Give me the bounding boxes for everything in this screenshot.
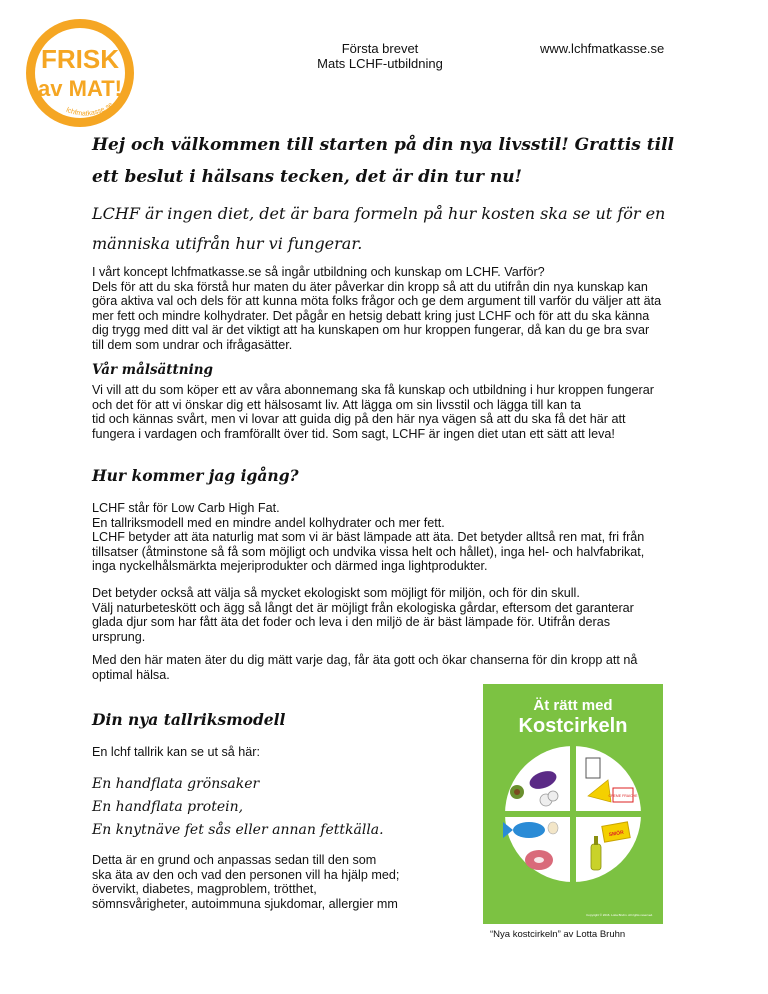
svg-text:SMÖR: SMÖR <box>608 829 625 839</box>
brand-logo <box>20 16 140 136</box>
egg-icon <box>548 822 558 834</box>
svg-text:FRISK: FRISK <box>41 44 119 74</box>
plate-list <box>92 773 384 842</box>
doc-header <box>250 41 510 71</box>
glass-icon <box>586 758 600 778</box>
plate-item-vegetables: En handflata grönsaker <box>92 776 260 792</box>
doc-title: Första brevet <box>341 41 419 56</box>
fish-icon <box>513 822 545 838</box>
plate-item-fat: En knytnäve fet sås eller annan fettkälla. <box>92 822 384 838</box>
plate-intro: En lchf tallrik kan se ut så här: <box>92 745 260 759</box>
svg-text:lchfmatkasse.se: lchfmatkasse.se <box>64 101 115 118</box>
start-block-3: Med den här maten äter du dig mätt varje dag, får äta gott och ökar chanserna för din kropp att nå optimal hälsa. <box>92 653 638 682</box>
oil-bottle-icon <box>591 844 601 870</box>
poster-title-2: Kostcirkeln <box>518 715 628 737</box>
intro-paragraph: I vårt koncept lchfmatkasse.se så ingår utbildning och kunskap om LCHF. Varför? Dels för att du ska förstå hur maten du äter påverkar din kropp så att du utifrån din nya kunskap kan göra aktiva val och dels för att kunna möta folks frågor och ge dem argument till varför du väljer att äta mer fett och mindre kolhydrater. Det pågår en hetsig debatt kring just LCHF och för att du ska känna dig trygg med ditt val är det viktigt att ha kunskapen om hur kroppen fungerar, då kan du ge bra svar till dem som undrar och ifrågasätter. <box>92 265 662 352</box>
plate-heading: Din nya tallriksmodell <box>92 710 286 729</box>
svg-text:av MAT!: av MAT! <box>38 76 122 101</box>
plate-body: Detta är en grund och anpassas sedan till den som ska äta av den och vad den personen vill ha hjälp med; övervikt, diabetes, magproblem, trötthet, sömnsvårigheter, autoimmuna sjukdomar, allergier mm <box>92 853 400 911</box>
intro-heading: Hej och välkommen till starten på din nya livsstil! Grattis till ett beslut i hälsans tecken, det är din tur nu! <box>92 135 675 187</box>
goal-heading: Vår målsättning <box>92 362 213 378</box>
header-url[interactable]: www.lchfmatkasse.se <box>540 41 665 56</box>
doc-subtitle: Mats LCHF-utbildning <box>317 56 443 71</box>
tagline: LCHF är ingen diet, det är bara formeln på hur kosten ska se ut för en människa utifrån hur vi fungerar. <box>92 204 666 253</box>
svg-text:CREME FRAICHE: CREME FRAICHE <box>608 794 638 798</box>
kostcirkeln-poster <box>483 684 663 924</box>
start-block-1: LCHF står för Low Carb High Fat. En tallriksmodell med en mindre andel kolhydrater och mer fett. LCHF betyder att äta naturlig mat som vi är bäst lämpade att äta. Det betyder alltså ren mat, fri från tillsatser (åtminstone så få som möjligt och undvika vissa helt och hållet), inga hel- och halvfabrikat, inga nyckelhålsmärkta mejeriprodukter och därmed inga lightprodukter. <box>92 501 645 574</box>
goal-paragraph: Vi vill att du som köper ett av våra abonnemang ska få kunskap och utbildning i hur kroppen fungerar och det för att vi önskar dig ett hälsosamt liv. Att lägga om sin livsstil och lägga till kan ta tid och kännas svårt, men vi lovar att guida dig på den här nya vägen så att du ska få det här att fungera i vardagen och framförallt över tid. Som sagt, LCHF är ingen diet utan ett sätt att leva! <box>92 383 654 441</box>
start-heading: Hur kommer jag igång? <box>92 466 299 485</box>
plate-item-protein: En handflata protein, <box>92 799 244 815</box>
poster-title-1: Ät rätt med <box>533 697 613 714</box>
svg-text:Copyright © 2016. Lotta Bruhn.: Copyright © 2016. Lotta Bruhn. All rights reserved. <box>586 913 653 917</box>
start-block-2: Det betyder också att välja så mycket ekologiskt som möjligt för miljön, och för din skull. Välj naturbeteskött och ägg så långt det är möjligt från ekologiska gårdar, eftersom det garanterar glada djur som har fått äta det foder och leva i den miljö de är bäst lämpade för. Utifrån deras ursprung. <box>92 586 634 644</box>
poster-caption: “Nya kostcirkeln” av Lotta Bruhn <box>490 929 626 940</box>
